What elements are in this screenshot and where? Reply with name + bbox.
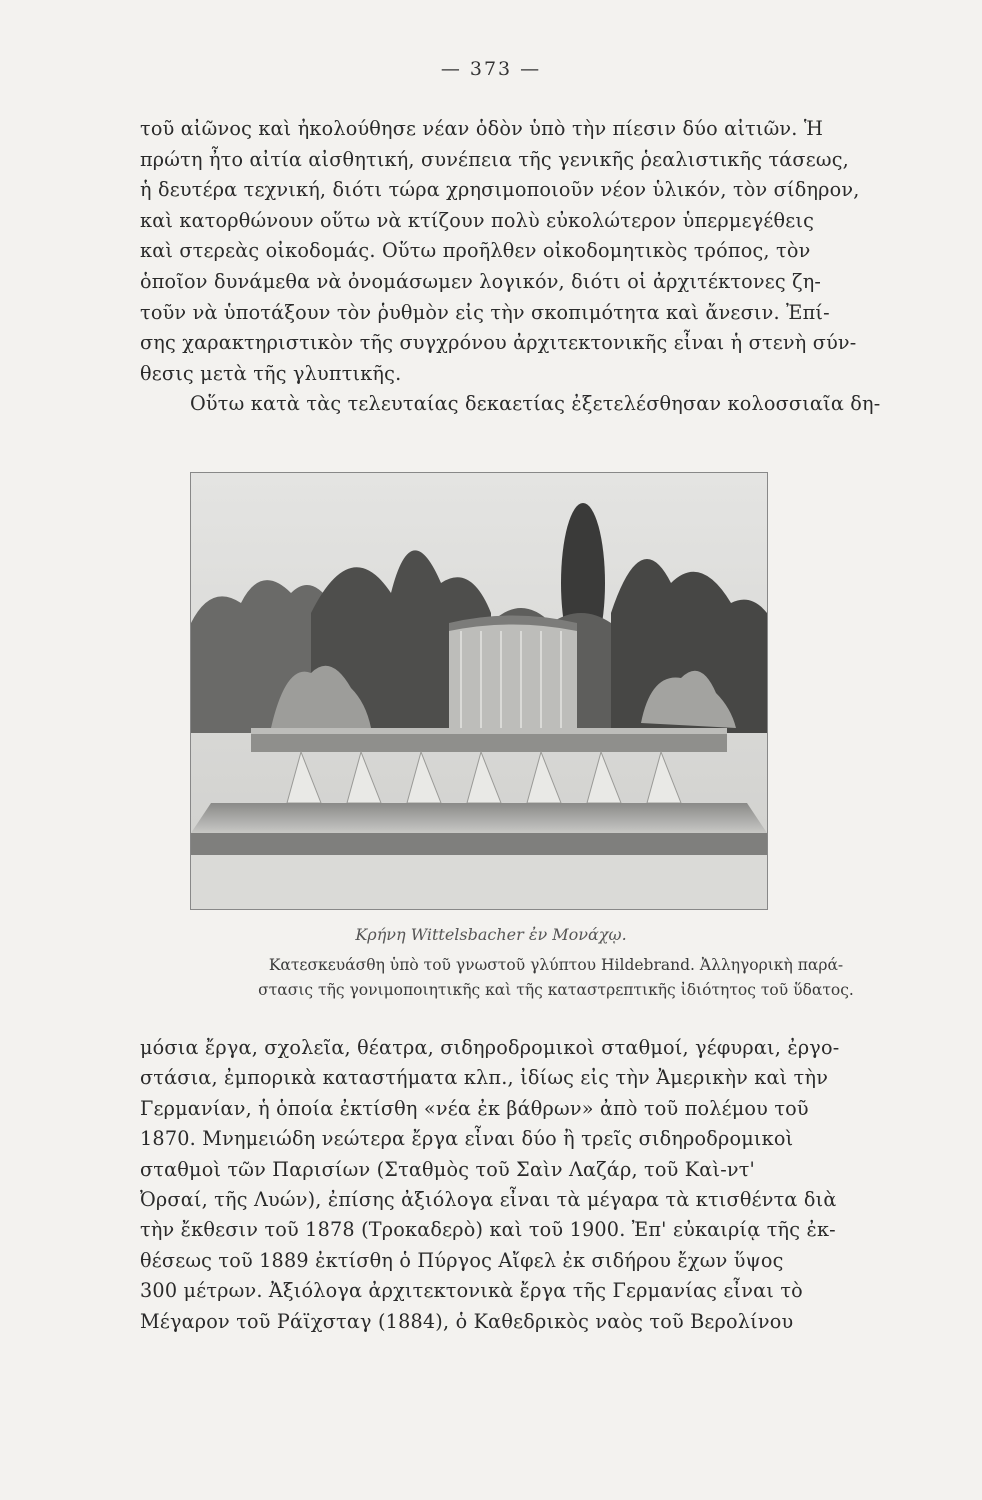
paragraph-bottom [140,1033,960,1337]
text-line: σταθμοὶ τῶν Παρισίων (Σταθμὸς τοῦ Σαὶν Λαζάρ, τοῦ Καὶ-ντ' [140,1157,756,1181]
text-line: καὶ στερεὰς οἰκοδομάς. Οὕτω προῆλθεν οἰκοδομητικὸς τρόπος, τὸν [140,239,811,263]
text-line: τοῦν νὰ ὑποτάξουν τὸν ῥυθμὸν εἰς τὴν σκοπιμότητα καὶ ἄνεσιν. Ἐπί- [140,300,830,324]
page-number: — 373 — [440,58,542,80]
text-line: Ὀρσαί, τῆς Λυών), ἐπίσης ἀξιόλογα εἶναι τὰ μέγαρα τὰ κτισθέντα διὰ [140,1188,837,1212]
text-line: ἡ δευτέρα τεχνική, διότι τώρα χρησιμοποιοῦν νέον ὑλικόν, τὸν σίδηρον, [140,178,860,202]
text-line: θεσις μετὰ τῆς γλυπτικῆς. [140,361,402,385]
text-line: Γερμανίαν, ἡ ὁποία ἐκτίσθη «νέα ἐκ βάθρων» ἀπὸ τοῦ πολέμου τοῦ [140,1096,809,1120]
text-line: μόσια ἔργα, σχολεῖα, θέατρα, σιδηροδρομικοὶ σταθμοί, γέφυραι, ἐργο- [140,1036,840,1059]
figure-caption [176,953,936,1003]
text-line: τοῦ αἰῶνος καὶ ἠκολούθησε νέαν ὁδὸν ὑπὸ τὴν πίεσιν δύο αἰτιῶν. Ἡ [140,117,824,140]
text-line: ὁποῖον δυνάμεθα νὰ ὀνομάσωμεν λογικόν, διότι οἱ ἀρχιτέκτονες ζη- [140,269,822,293]
text-line: 1870. Μνημειώδη νεώτερα ἔργα εἶναι δύο ἢ τρεῖς σιδηροδρομικοὶ [140,1127,794,1151]
fountain-photograph [190,472,768,910]
text-line: 300 μέτρων. Ἀξιόλογα ἀρχιτεκτονικὰ ἔργα τῆς Γερμανίας εἶναι τὸ [140,1279,803,1303]
paragraph-top [140,114,960,420]
caption-line: στασις τῆς γονιμοποιητικῆς καὶ τῆς καταστρεπτικῆς ἰδιότητος τοῦ ὕδατος. [258,981,854,999]
text-line: πρώτη ἦτο αἰτία αἰσθητική, συνέπεια τῆς γενικῆς ῥεαλιστικῆς τάσεως, [140,147,849,171]
figure-title: Κρήνη Wittelsbacher ἐν Μονάχῳ. [355,925,627,944]
text-line: καὶ κατορθώνουν οὕτω νὰ κτίζουν πολὺ εὐκολώτερον ὑπερμεγέθεις [140,208,815,232]
text-line: Μέγαρον τοῦ Ράϊχσταγ (1884), ὁ Καθεδρικὸς ναὸς τοῦ Βερολίνου [140,1309,794,1333]
text-line: σης χαρακτηριστικὸν τῆς συγχρόνου ἀρχιτεκτονικῆς εἶναι ἡ στενὴ σύν- [140,331,857,355]
caption-line: Κατεσκευάσθη ὑπὸ τοῦ γνωστοῦ γλύπτου Hildebrand. Ἀλληγορικὴ παρά- [268,956,844,974]
text-line: τὴν ἔκθεσιν τοῦ 1878 (Τροκαδερὸ) καὶ τοῦ 1900. Ἐπ' εὐκαιρίᾳ τῆς ἐκ- [140,1218,836,1242]
text-line: θέσεως τοῦ 1889 ἐκτίσθη ὁ Πύργος Αἴφελ ἐκ σιδήρου ἔχων ὕψος [140,1248,784,1272]
text-line: Οὕτω κατὰ τὰς τελευταίας δεκαετίας ἐξετελέσθησαν κολοσσιαῖα δη- [190,392,881,416]
text-line: στάσια, ἐμπορικὰ καταστήματα κλπ., ἰδίως εἰς τὴν Ἀμερικὴν καὶ τὴν [140,1066,829,1090]
